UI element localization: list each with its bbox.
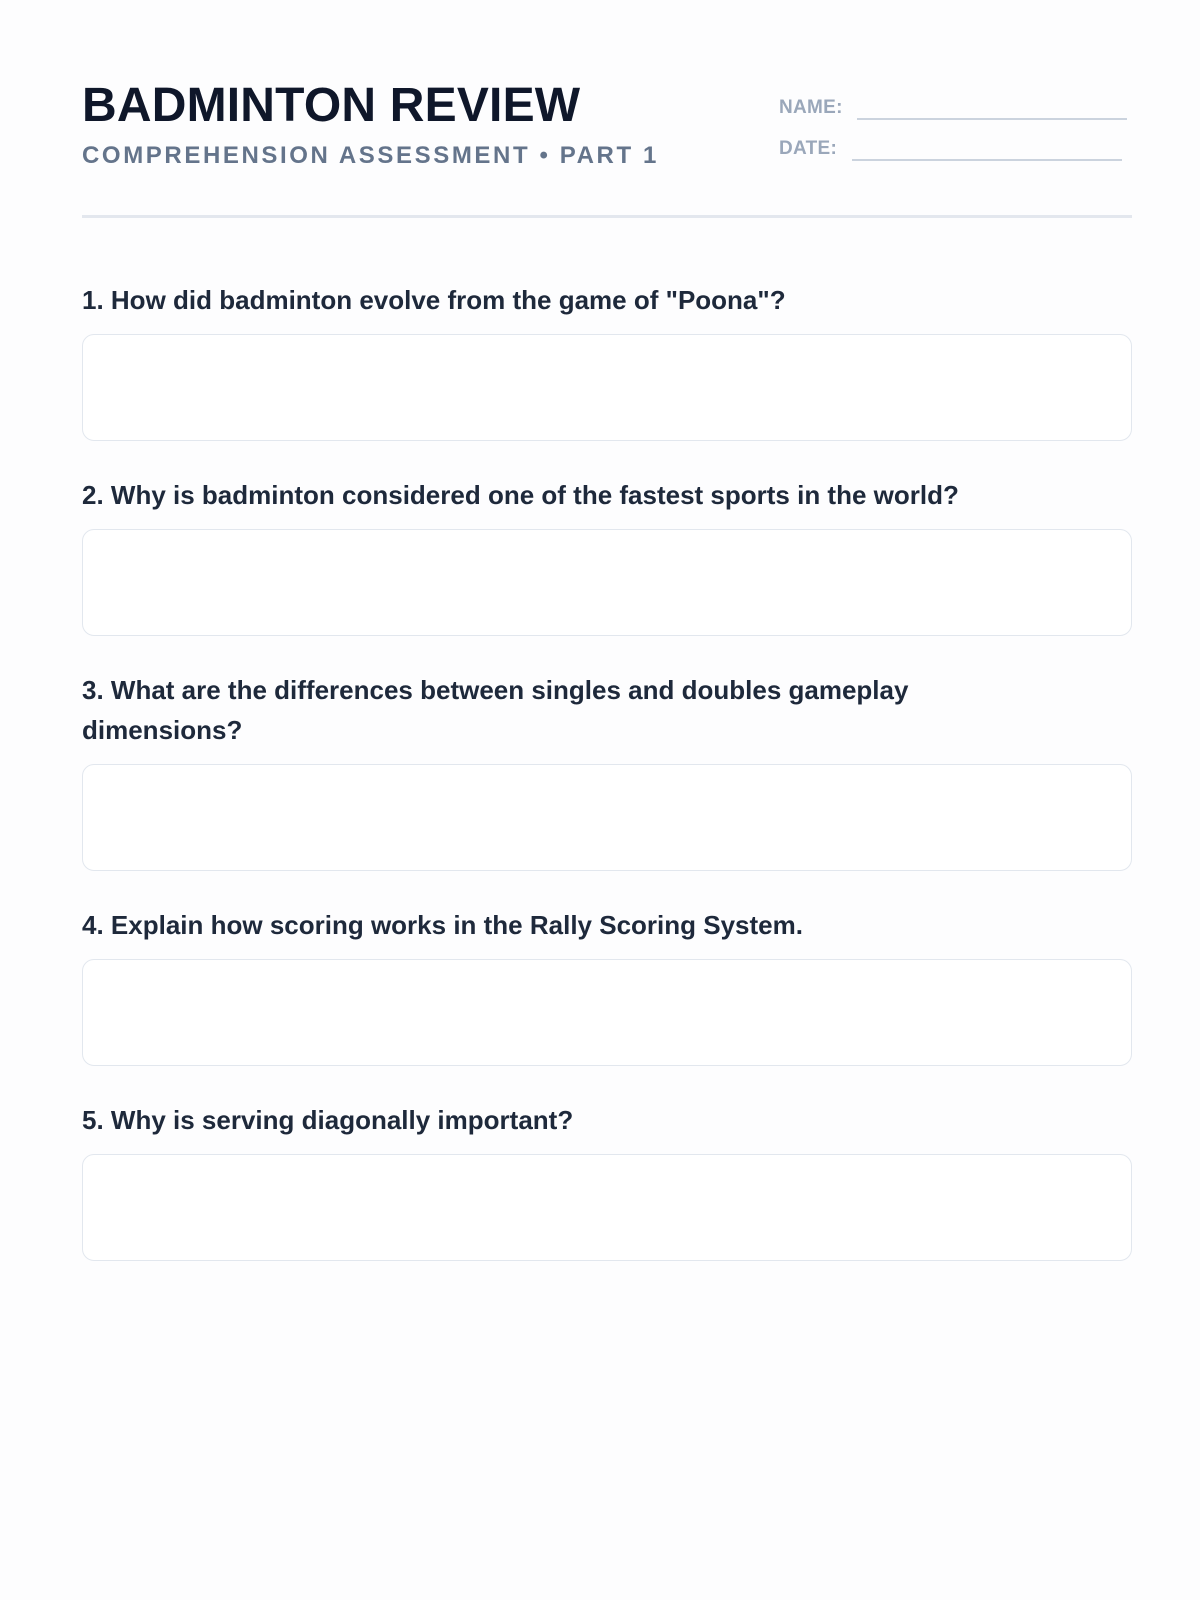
name-field[interactable] [857, 92, 1127, 120]
question-text: 3. What are the differences between singles and doubles gameplay dimensions? [82, 675, 909, 745]
page-subtitle: COMPREHENSION ASSESSMENT • PART 1 [82, 142, 659, 169]
question-3 [82, 670, 1132, 871]
answer-box-3[interactable] [82, 764, 1132, 871]
date-field-row [779, 133, 1122, 161]
question-text: 5. Why is serving diagonally important? [82, 1105, 574, 1135]
name-field-row [779, 92, 1127, 120]
question-2 [82, 475, 1132, 636]
page-title: BADMINTON REVIEW [82, 79, 581, 132]
answer-box-4[interactable] [82, 959, 1132, 1066]
question-4 [82, 905, 1132, 1066]
question-5 [82, 1100, 1132, 1261]
question-1 [82, 280, 1132, 441]
answer-box-1[interactable] [82, 334, 1132, 441]
worksheet-header [82, 0, 1132, 218]
answer-box-5[interactable] [82, 1154, 1132, 1261]
name-label: NAME: [779, 97, 843, 118]
date-label: DATE: [779, 138, 838, 159]
question-text: 1. How did badminton evolve from the game of "Poona"? [82, 285, 786, 315]
answer-box-2[interactable] [82, 529, 1132, 636]
date-field[interactable] [852, 133, 1122, 161]
question-text: 2. Why is badminton considered one of the fastest sports in the world? [82, 480, 959, 510]
question-text: 4. Explain how scoring works in the Rally Scoring System. [82, 910, 803, 940]
question-list [82, 280, 1132, 1295]
worksheet-page [82, 0, 1132, 1135]
